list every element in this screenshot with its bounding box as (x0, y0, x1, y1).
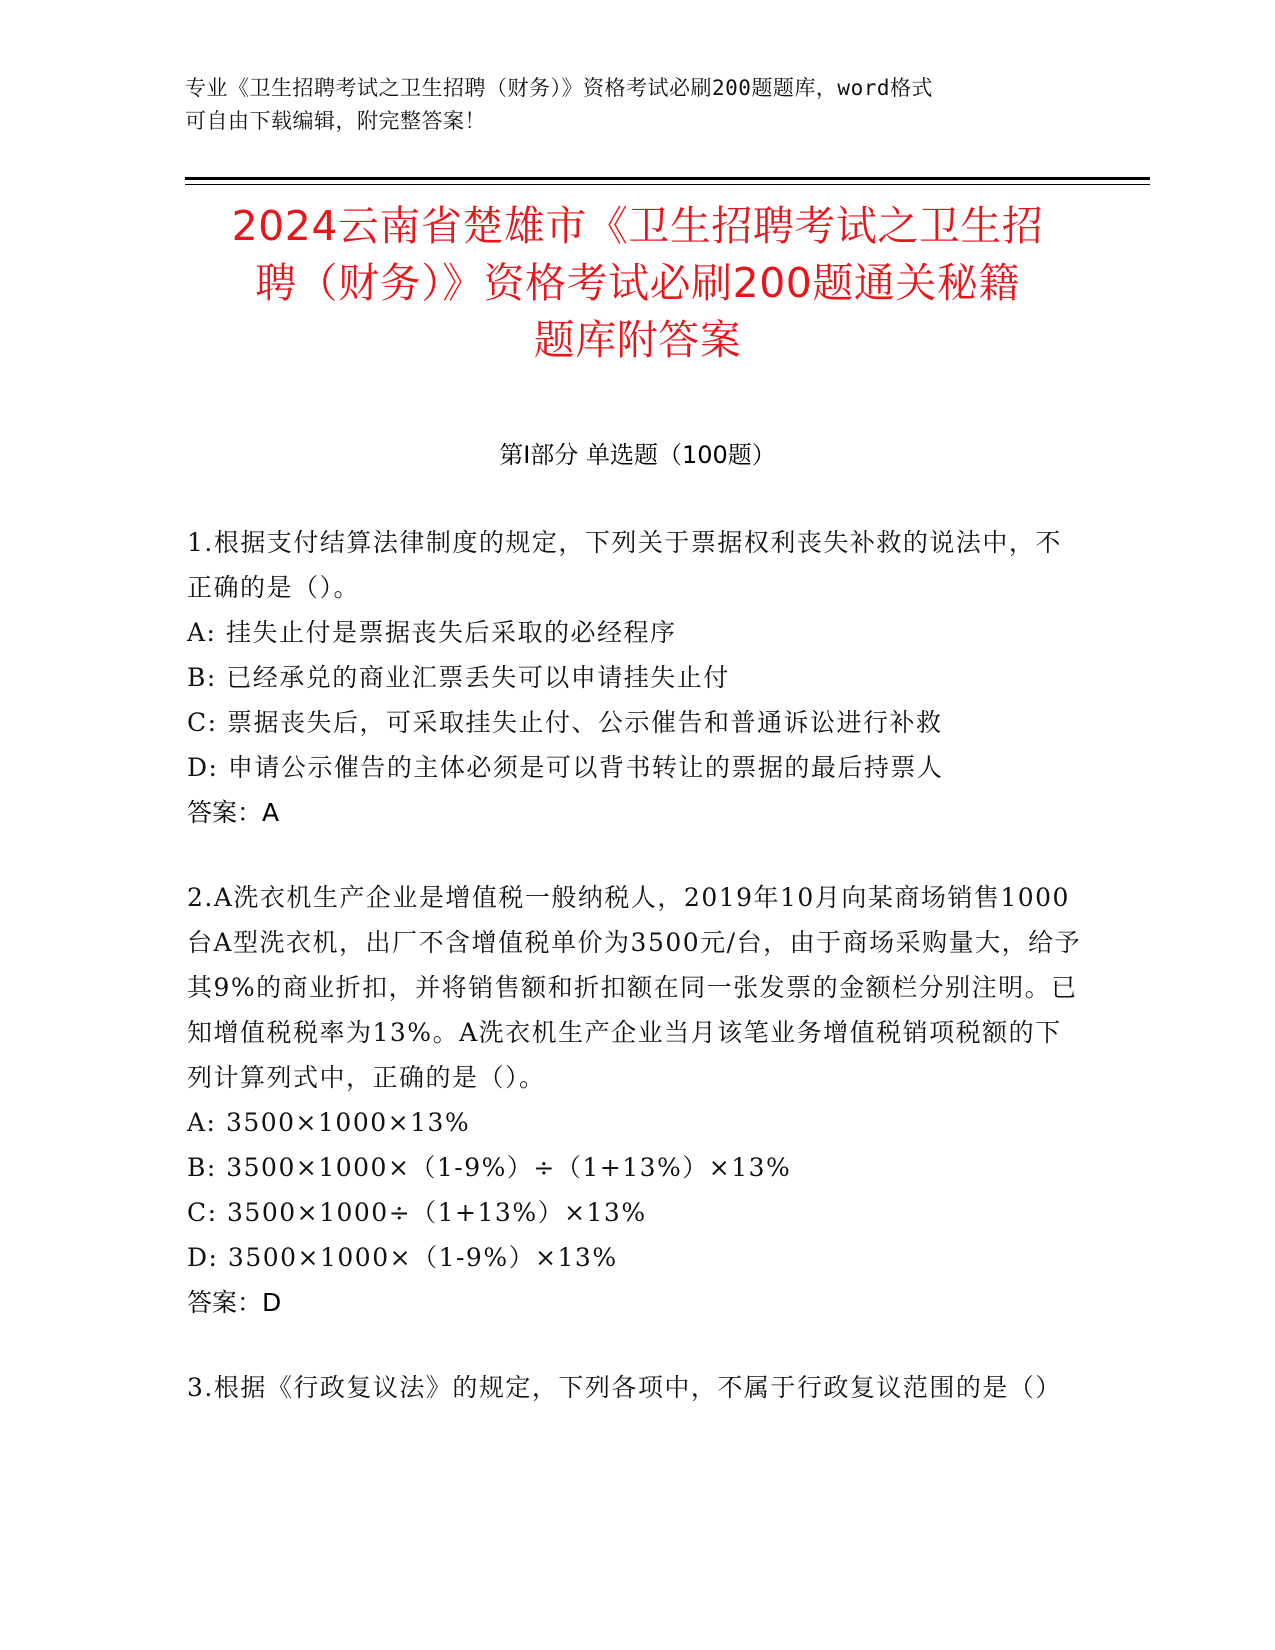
answer-line: 答案：A (187, 798, 280, 827)
option-text: 申请公示催告的主体必须是可以背书转让的票据的最后持票人 (227, 753, 944, 782)
option-letter: B: (187, 663, 217, 692)
page-header (185, 72, 1085, 138)
header-rule-thick (185, 177, 1150, 180)
option-text: 3500×1000÷（1+13%）×13% (227, 1198, 647, 1227)
option-b (187, 655, 1087, 700)
option-c (187, 1190, 1087, 1235)
answer-line: 答案：D (187, 1288, 282, 1317)
document-title (160, 198, 1115, 369)
option-d (187, 1235, 1087, 1280)
header-rule-thin (185, 184, 1150, 185)
option-a (187, 610, 1087, 655)
option-letter: C: (187, 1198, 218, 1227)
title-line-3: 题库附答案 (533, 316, 742, 364)
option-letter: D: (187, 753, 219, 782)
option-d (187, 745, 1087, 790)
option-text: 票据丧失后，可采取挂失止付、公示催告和普通诉讼进行补救 (227, 708, 943, 737)
question-2 (187, 875, 1087, 1325)
option-letter: B: (187, 1153, 217, 1182)
option-text: 3500×1000×（1-9%）×13% (227, 1243, 618, 1272)
option-text: 3500×1000×13% (225, 1108, 471, 1137)
question-stem: 1.根据支付结算法律制度的规定，下列关于票据权利丧失补救的说法中，不正确的是（）。 (187, 528, 1062, 602)
option-letter: C: (187, 708, 218, 737)
question-stem: 2.A洗衣机生产企业是增值税一般纳税人，2019年10月向某商场销售1000台A型洗衣机，出厂不含增值税单价为3500元/台，由于商场采购量大，给予其9%的商业折扣，并将销售额和折扣额在同一张发票的金额栏分别注明。已知增值税税率为13%。A洗衣机生产企业当月该笔业务增值税销项税额的下列计算列式中，正确的是（）。 (187, 883, 1082, 1092)
option-letter: D: (187, 1243, 219, 1272)
title-line-2: 聘（财务）》资格考试必刷200题通关秘籍 (255, 259, 1020, 307)
question-list (187, 520, 1087, 1450)
header-line-1: 专业《卫生招聘考试之卫生招聘（财务）》资格考试必刷200题题库，word格式 (185, 76, 933, 100)
option-text: 3500×1000×（1-9%）÷（1+13%）×13% (226, 1153, 792, 1182)
question-1 (187, 520, 1087, 835)
question-3 (187, 1365, 1087, 1410)
header-line-2: 可自由下载编辑，附完整答案！ (185, 109, 486, 133)
option-letter: A: (187, 1108, 217, 1137)
option-letter: A: (187, 618, 217, 647)
option-c (187, 700, 1087, 745)
title-line-1: 2024云南省楚雄市《卫生招聘考试之卫生招 (231, 202, 1044, 250)
section-title: 第Ⅰ部分 单选题（100题） (499, 441, 776, 469)
question-stem: 3.根据《行政复议法》的规定，下列各项中，不属于行政复议范围的是（） (187, 1373, 1062, 1402)
option-a (187, 1100, 1087, 1145)
option-text: 已经承兑的商业汇票丢失可以申请挂失止付 (226, 663, 730, 692)
option-b (187, 1145, 1087, 1190)
option-text: 挂失止付是票据丧失后采取的必经程序 (225, 618, 677, 647)
